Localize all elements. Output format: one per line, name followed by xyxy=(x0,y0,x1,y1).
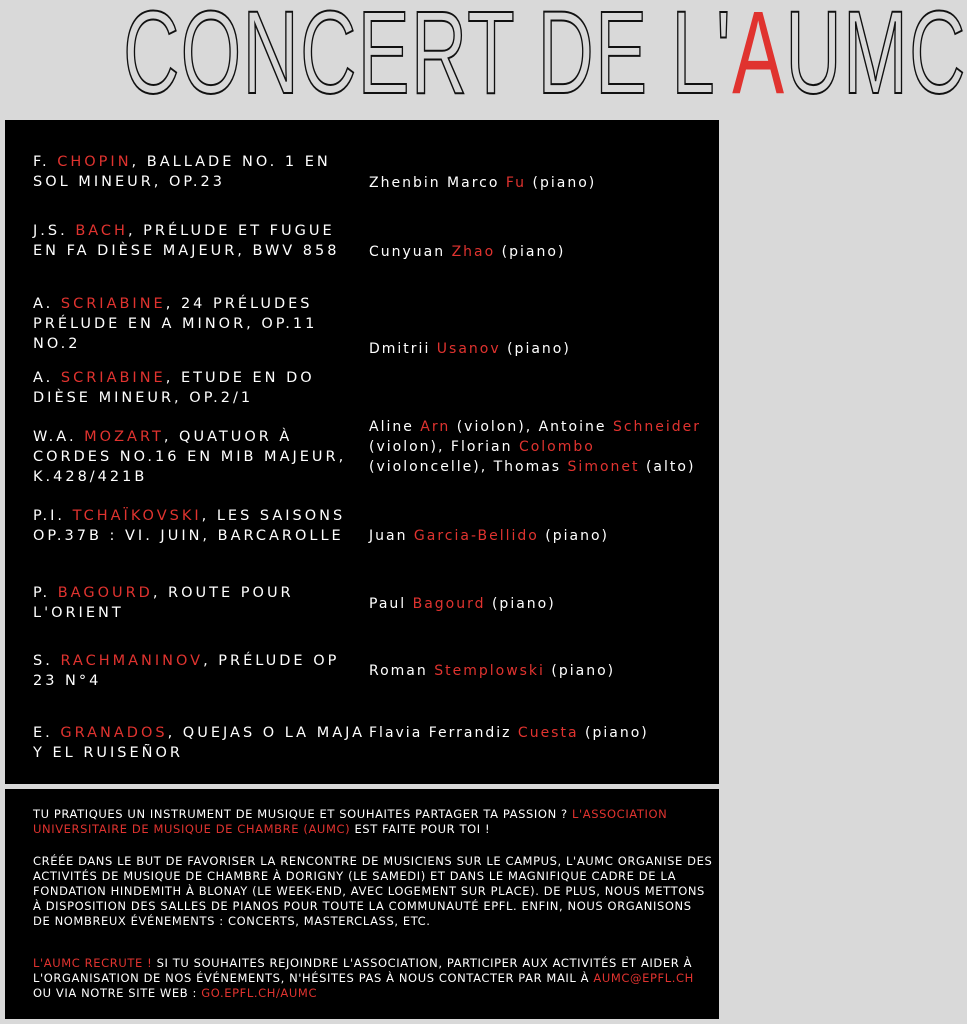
performer-last: Simonet xyxy=(567,459,640,475)
piece-name: , ETUDE EN DO DIÈSE MINEUR, OP.2/1 xyxy=(33,370,315,406)
performer xyxy=(369,594,709,614)
performer xyxy=(369,173,709,193)
composer-name: SCRIABINE xyxy=(60,296,166,312)
performer xyxy=(369,661,709,681)
info-intro xyxy=(33,807,713,837)
piece-title xyxy=(33,723,368,763)
piece-prefix: E. xyxy=(33,725,61,741)
piece-prefix: W.A. xyxy=(33,429,85,445)
piece-name: , QUEJAS O LA MAJA Y EL RUISEÑOR xyxy=(33,725,366,761)
website-link[interactable]: GO.EPFL.CH/AUMC xyxy=(201,986,318,1000)
performer-text: (violoncelle), Thomas xyxy=(369,459,568,475)
info-text: EST FAITE POUR TOI ! xyxy=(350,822,491,836)
piece-prefix: P. xyxy=(33,585,58,601)
contact-email-link[interactable]: AUMC@EPFL.CH xyxy=(593,971,694,985)
piece-title xyxy=(33,152,368,192)
performer-instrument: (piano) xyxy=(544,663,616,679)
title-accent-letter: A xyxy=(732,0,786,119)
info-about xyxy=(33,854,713,929)
info-text: OU VIA NOTRE SITE WEB : xyxy=(33,986,202,1000)
info-text: CRÉÉE DANS LE BUT DE FAVORISER LA RENCONTRE DE MUSICIENS SUR LE CAMPUS, L'AUMC ORGANISE DES ACTIVITÉS DE MUSIQUE DE CHAMBRE À DORIGNY (LE SAMEDI) ET DANS LE MAGNIFIQUE CADRE DE LA FONDATION HINDEMITH À BLONAY (LE WEEK-END, AVEC LOGEMENT SUR PLACE). DE PLUS, NOUS METTONS À DISPOSITION DES SALLES DE PIANOS POUR TOUTE LA COMMUNAUTÉ EPFL. ENFIN, NOUS ORGANISONS DE NOMBREUX ÉVÉNEMENTS : CONCERTS, MASTERCLASS, ETC. xyxy=(33,854,713,928)
performer-text: (violon), Florian xyxy=(369,439,519,455)
performer xyxy=(369,526,709,546)
title-start: CONCERT DE L' xyxy=(123,0,733,119)
piece-prefix: F. xyxy=(33,154,58,170)
composer-name: RACHMANINOV xyxy=(60,653,204,669)
performer-instrument: (piano) xyxy=(485,596,556,612)
performer-instrument: (piano) xyxy=(526,175,597,191)
performer-text: (alto) xyxy=(639,459,696,475)
performer-first: Zhenbin Marco xyxy=(369,175,506,191)
piece-title xyxy=(33,427,368,487)
performer-last: Zhao xyxy=(451,244,496,260)
info-text: TU PRATIQUES UN INSTRUMENT DE MUSIQUE ET SOUHAITES PARTAGER TA PASSION ? xyxy=(33,807,572,821)
performer-last: Stemplowski xyxy=(434,663,545,679)
performer-last: Fu xyxy=(505,175,527,191)
performer xyxy=(369,242,709,262)
performer-first: Cunyuan xyxy=(369,244,452,260)
performer-text: Aline xyxy=(369,419,421,435)
performer-quartet xyxy=(369,417,709,477)
performer-last: Arn xyxy=(420,419,451,435)
composer-name: MOZART xyxy=(84,429,164,445)
composer-name: GRANADOS xyxy=(60,725,168,741)
piece-name: , QUATUOR À CORDES NO.16 EN MIB MAJEUR, K.428/421B xyxy=(33,429,347,485)
performer-first: Paul xyxy=(369,596,413,612)
info-panel xyxy=(5,789,719,1019)
performer-instrument: (piano) xyxy=(538,528,610,544)
composer-name: BACH xyxy=(75,223,128,239)
performer-first: Juan xyxy=(369,528,414,544)
info-recruit xyxy=(33,956,713,1001)
composer-name: CHOPIN xyxy=(57,154,132,170)
piece-prefix: P.I. xyxy=(33,508,73,524)
performer-last: Usanov xyxy=(436,341,501,357)
piece-name: , BALLADE NO. 1 EN SOL MINEUR, OP.23 xyxy=(33,154,331,190)
performer-last: Bagourd xyxy=(412,596,486,612)
piece-prefix: J.S. xyxy=(33,223,76,239)
piece-title xyxy=(33,294,368,354)
performer-instrument: (piano) xyxy=(495,244,566,260)
piece-name: , 24 PRÉLUDES PRÉLUDE EN A MINOR, OP.11 NO.2 xyxy=(33,296,318,352)
piece-title xyxy=(33,583,368,623)
piece-title xyxy=(33,506,368,546)
piece-title xyxy=(33,221,368,261)
performer xyxy=(369,339,709,359)
piece-prefix: A. xyxy=(33,296,61,312)
recruit-heading: L'AUMC RECRUTE ! xyxy=(33,956,153,970)
performer-instrument: (piano) xyxy=(500,341,571,357)
piece-name: , LES SAISONS OP.37B : VI. JUIN, BARCAROLLE xyxy=(33,508,346,544)
piece-name: , ROUTE POUR L'ORIENT xyxy=(33,585,294,621)
composer-name: SCRIABINE xyxy=(60,370,166,386)
title-end: UMC xyxy=(785,0,967,119)
piece-title xyxy=(33,651,368,691)
piece-prefix: A. xyxy=(33,370,61,386)
performer-last: Schneider xyxy=(612,419,702,435)
piece-prefix: S. xyxy=(33,653,61,669)
performer-last: Cuesta xyxy=(517,725,579,741)
performer-first: Roman xyxy=(369,663,435,679)
program-panel xyxy=(5,120,719,784)
title-band xyxy=(0,0,967,119)
piece-name: , PRÉLUDE ET FUGUE EN FA DIÈSE MAJEUR, BWV 858 xyxy=(33,223,340,259)
poster-title xyxy=(123,0,967,119)
piece-title xyxy=(33,368,368,408)
info-text: SI TU SOUHAITES REJOINDRE L'ASSOCIATION, PARTICIPER AUX ACTIVITÉS ET AIDER À L'ORGANISATION DE NOS ÉVÉNEMENTS, N'HÉSITES PAS À NOUS CONTACTER PAR MAIL À xyxy=(33,956,693,985)
performer-first: Dmitrii xyxy=(369,341,437,357)
association-name: L'ASSOCIATION UNIVERSITAIRE DE MUSIQUE DE CHAMBRE (AUMC) xyxy=(33,807,668,836)
composer-name: TCHAÏKOVSKI xyxy=(72,508,202,524)
performer-last: Garcia-Bellido xyxy=(413,528,539,544)
performer xyxy=(369,723,709,743)
performer-last: Colombo xyxy=(518,439,595,455)
performer-instrument: (piano) xyxy=(578,725,649,741)
performer-text: (violon), Antoine xyxy=(450,419,613,435)
piece-name: , PRÉLUDE OP 23 N°4 xyxy=(33,653,340,689)
performer-first: Flavia Ferrandiz xyxy=(369,725,518,741)
composer-name: BAGOURD xyxy=(57,585,153,601)
